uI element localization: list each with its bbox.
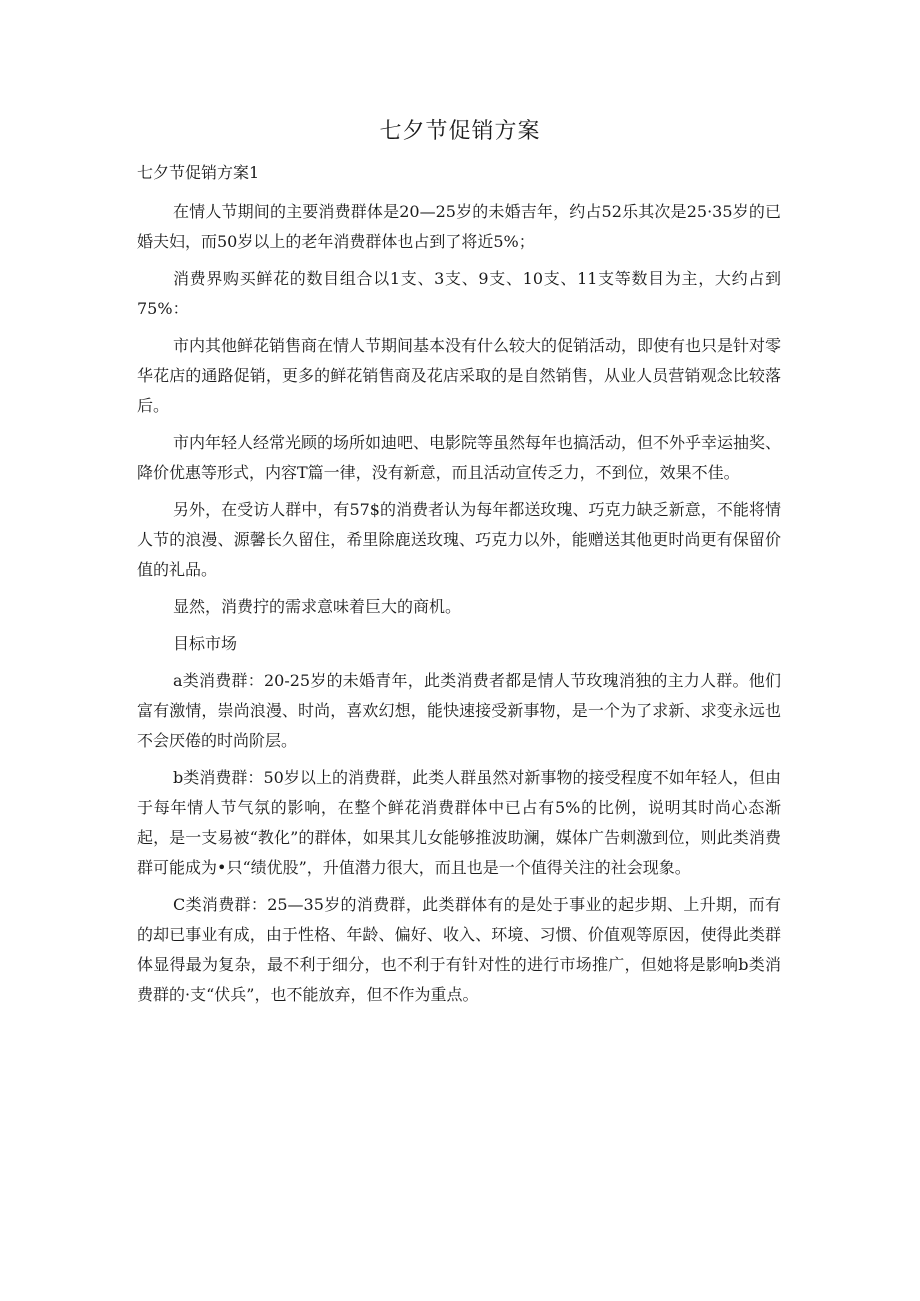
paragraph-group-c: C类消费群：25—35岁的消费群，此类群体有的是处于事业的起步期、上升期，而有的却已事业有成，由于性格、年龄、偏好、收入、环境、习惯、价值观等原因，使得此类群体显得最为复杂，最不利于细分，也不利于有针对性的进行市场推广，但她将是影响b类消费群的·支“伏兵”，也不能放弃，但不作为重点。	[137, 895, 781, 1004]
document-body	[137, 159, 781, 1017]
section-subtitle: 七夕节促销方案1	[137, 163, 260, 182]
paragraph-survey: 另外，在受访人群中，有57$的消费者认为每年都送玫瑰、巧克力缺乏新意，不能将情人节的浪漫、源馨长久留住，希里除鹿送玫瑰、巧克力以外，能赠送其他更时尚更有保留价值的礼品。	[137, 500, 781, 579]
paragraph-flower-quantities: 消费界购买鲜花的数目组合以1支、3支、9支、10支、11支等数目为主，大约占到75%：	[137, 269, 781, 318]
paragraph-competitors: 市内其他鲜花销售商在情人节期间基本没有什么较大的促销活动，即使有也只是针对零华花店的通路促销，更多的鲜花销售商及花店采取的是自然销售，从业人员营销观念比较落后。	[137, 336, 782, 415]
paragraph-group-a: a类消费群：20-25岁的未婚青年，此类消费者都是情人节玫瑰消独的主力人群。他们富有激情，崇尚浪漫、时尚，喜欢幻想，能快速接受新事物，是一个为了求新、求变永远也不会厌倦的时尚阶层。	[137, 671, 781, 750]
document-title: 七夕节促销方案	[379, 119, 541, 144]
paragraph-opportunity: 显然，消费拧的需求意味着巨大的商机。	[173, 597, 462, 616]
paragraph-group-b: b类消费群：50岁以上的消费群，此类人群虽然对新事物的接受程度不如年轻人，但由于每年情人节气氛的影响，在整个鲜花消费群体中已占有5%的比例，说明其时尚心态渐起，是一支易被“教化”的群体，如果其儿女能够推波助澜，媒体广告刺激到位，则此类消费群可能成为•只“绩优股”，升值潜力很大，而且也是一个值得关注的社会现象。	[137, 768, 781, 877]
paragraph-target-market-heading: 目标市场	[173, 634, 238, 653]
paragraph-consumer-groups: 在情人节期间的主要消费群体是20—25岁的未婚吉年，约占52乐其次是25·35岁的已婚夫妇，而50岁以上的老年消费群体也占到了将近5%；	[137, 202, 781, 251]
paragraph-youth-venues: 市内年轻人经常光顾的场所如迪吧、电影院等虽然每年也搞活动，但不外乎幸运抽奖、降价优惠等形式，内容T篇一律，没有新意，而且活动宣传乏力，不到位，效果不佳。	[137, 433, 782, 482]
